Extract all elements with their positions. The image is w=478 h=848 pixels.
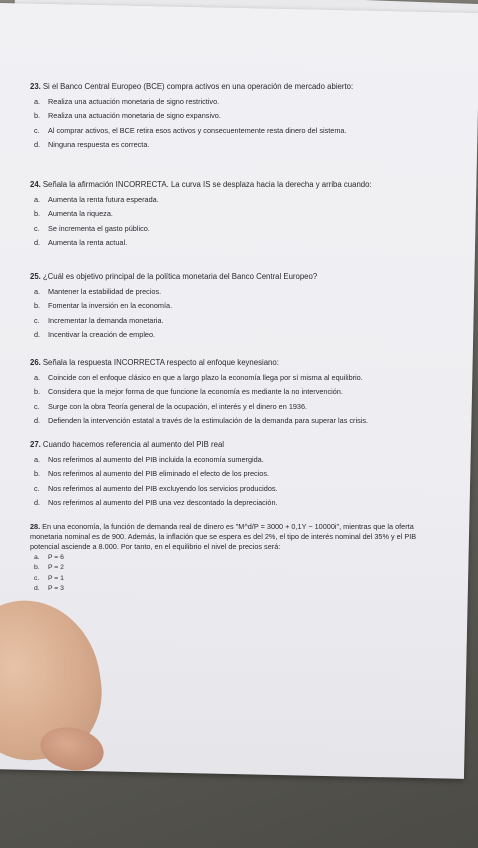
question-number: 24. xyxy=(30,180,41,189)
option-c: c. Al comprar activos, el BCE retira esos activos y consecuentemente resta dinero del sistema. xyxy=(34,125,347,135)
question-27 xyxy=(30,440,430,508)
question-text: En una economía, la función de demanda real de dinero es "M^d/P = 3000 + 0,1Y − 10000i", mientras que la oferta monetaria nominal es de 900. Además, la inflación que se espera es del 2%, el tipo de interés nominal del 35% y el PIB potencial asciende a 8.000. Por tanto, en el equilibrio el nivel de precios será: xyxy=(30,522,417,551)
option-a: a. Coincide con el enfoque clásico en que a largo plazo la economía llega por sí misma al equilibrio. xyxy=(34,373,363,382)
question-number: 27. xyxy=(30,440,41,449)
option-b: b. Fomentar la inversión en la economía. xyxy=(34,301,173,311)
question-text: Señala la afirmación INCORRECTA. La curva IS se desplaza hacia la derecha y arriba cuando: xyxy=(42,180,372,189)
option-d: d. P = 3 xyxy=(34,585,64,593)
option-b: b. Realiza una actuación monetaria de signo expansivo. xyxy=(34,111,221,121)
option-d: d. Defienden la intervención estatal a través de la estimulación de la demanda para superar las crisis. xyxy=(34,416,369,426)
option-a: a. Nos referimos al aumento del PIB incluida la economía sumergida. xyxy=(34,455,264,464)
question-28 xyxy=(30,522,430,594)
question-number: 26. xyxy=(30,358,41,367)
question-text: ¿Cuál es objetivo principal de la política monetaria del Banco Central Europeo? xyxy=(42,272,318,281)
option-b: b. P = 2 xyxy=(34,564,64,572)
option-d: d. Aumenta la renta actual. xyxy=(34,238,128,248)
option-d: d. Ninguna respuesta es correcta. xyxy=(34,140,150,150)
option-c: c. P = 1 xyxy=(34,574,64,582)
question-24 xyxy=(30,180,430,248)
option-d: d. Incentivar la creación de empleo. xyxy=(34,330,156,340)
question-text: Si el Banco Central Europeo (BCE) compra activos en una operación de mercado abierto: xyxy=(42,82,354,91)
option-b: b. Aumenta la riqueza. xyxy=(34,209,113,219)
option-d: d. Nos referimos al aumento del PIB una vez descontado la depreciación. xyxy=(34,498,278,508)
option-a: a. Aumenta la renta futura esperada. xyxy=(34,195,159,204)
option-a: a. Realiza una actuación monetaria de signo restrictivo. xyxy=(34,97,220,106)
option-b: b. Nos referimos al aumento del PIB eliminado el efecto de los precios. xyxy=(34,469,270,479)
option-c: c. Se incrementa el gasto público. xyxy=(34,223,150,233)
question-number: 28. xyxy=(30,522,41,531)
question-number: 23. xyxy=(30,82,41,91)
option-a: a. P = 6 xyxy=(34,554,64,561)
option-c: c. Incrementar la demanda monetaria. xyxy=(34,315,164,325)
option-b: b. Considera que la mejor forma de que funcione la economía es mediante la no intervención. xyxy=(34,387,343,397)
question-26 xyxy=(30,358,430,426)
option-c: c. Surge con la obra Teoría general de la ocupación, el interés y el dinero en 1936. xyxy=(34,401,308,411)
question-text: Señala la respuesta INCORRECTA respecto al enfoque keynesiano: xyxy=(42,358,279,367)
question-25 xyxy=(30,272,430,340)
option-c: c. Nos referimos al aumento del PIB excluyendo los servicios producidos. xyxy=(34,483,278,493)
question-23 xyxy=(30,82,430,150)
question-number: 25. xyxy=(30,272,41,281)
option-a: a. Mantener la estabilidad de precios. xyxy=(34,287,162,296)
question-text: Cuando hacemos referencia al aumento del PIB real xyxy=(42,440,225,449)
